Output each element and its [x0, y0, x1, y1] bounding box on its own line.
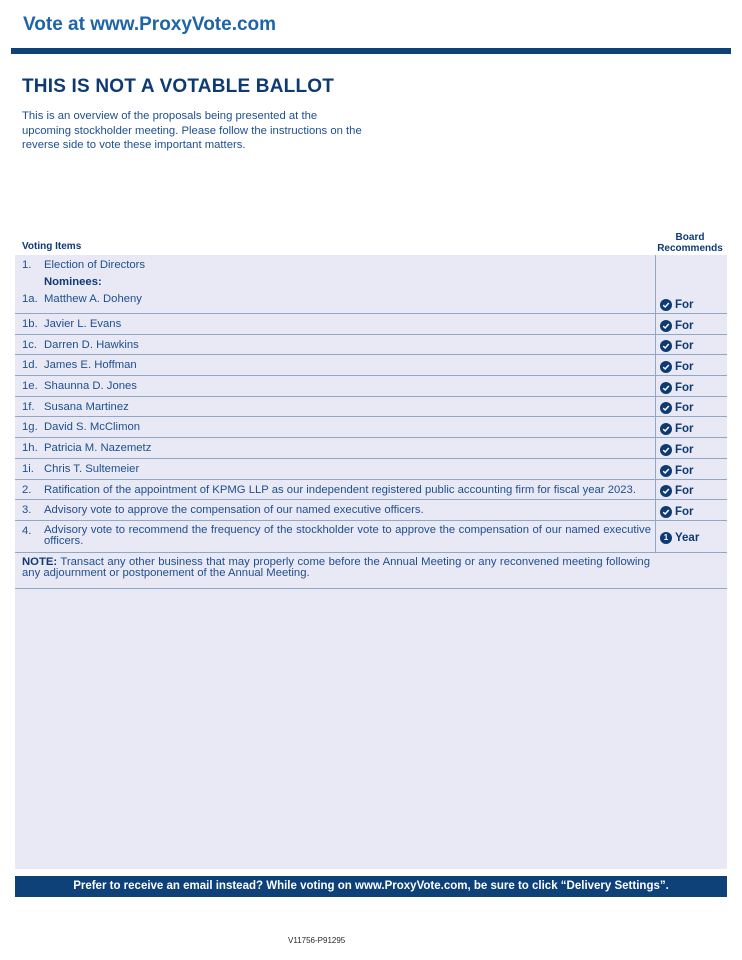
- nominee-row: [15, 355, 727, 376]
- check-circle-icon: [660, 423, 672, 435]
- check-circle-icon: [660, 402, 672, 414]
- item-number: 1e.: [22, 380, 38, 393]
- nominee-name: Susana Martinez: [44, 400, 129, 413]
- item-number: 1g.: [22, 421, 38, 434]
- check-circle-icon: [660, 361, 672, 373]
- recommendation-badge-number: 1: [663, 532, 669, 542]
- note-paragraph: [15, 553, 727, 589]
- nominee-row: [15, 397, 727, 418]
- item-text: Election of Directors: [44, 259, 146, 271]
- check-circle-icon: [660, 465, 672, 477]
- recommendation: [660, 402, 694, 414]
- item-number: 1h.: [22, 442, 38, 455]
- recommendation: [660, 320, 694, 332]
- recommendation-label: For: [675, 319, 694, 332]
- recommendation-label: For: [675, 402, 694, 415]
- item-election-of-directors: [15, 255, 727, 314]
- proposal-text: Ratification of the appointment of KPMG LLP as our independent registered public accounting firm for fiscal year 2023.: [44, 483, 636, 496]
- nominees-label: Nominees:: [44, 276, 102, 288]
- nominee-row: [15, 438, 727, 459]
- check-circle-icon: [660, 340, 672, 352]
- recommendation-label: For: [675, 299, 694, 311]
- recommendation: [660, 444, 694, 456]
- check-circle-icon: [660, 444, 672, 456]
- recommendation: [660, 485, 694, 497]
- proposal-row: [15, 480, 727, 501]
- recommendation: [660, 423, 694, 435]
- note-text: Transact any other business that may properly come before the Annual Meeting or any reconvened meeting following any adjournment or postponement of the Annual Meeting.: [22, 555, 650, 580]
- check-circle-icon: [660, 485, 672, 497]
- recommendation-label: For: [675, 381, 694, 394]
- check-circle-icon: [660, 506, 672, 518]
- recommendation-label: For: [675, 361, 694, 374]
- nominee-name: Matthew A. Doheny: [44, 293, 142, 305]
- recommendation: [660, 465, 694, 477]
- voting-items-header: Voting Items: [22, 241, 82, 252]
- nominee-row: [15, 459, 727, 480]
- recommendation: [660, 532, 699, 544]
- nominee-name: Patricia M. Nazemetz: [44, 442, 152, 455]
- proxyvote-link[interactable]: Vote at www.ProxyVote.com: [23, 14, 277, 35]
- header-divider: [11, 48, 731, 54]
- nominee-row: [15, 314, 727, 335]
- check-circle-icon: [660, 299, 672, 311]
- board-recommends-header: [650, 232, 730, 254]
- recommendation: [660, 361, 694, 373]
- note-label: NOTE:: [22, 555, 58, 568]
- recommendation: [660, 382, 694, 394]
- delivery-settings-banner: Prefer to receive an email instead? While voting on www.ProxyVote.com, be sure to click “Delivery Settings”.: [15, 876, 727, 897]
- nominee-name: David S. McClimon: [44, 421, 141, 434]
- board-header-line1: Board: [675, 232, 705, 243]
- document-code: V11756-P91295: [288, 936, 346, 945]
- item-number: 4.: [22, 524, 32, 537]
- voting-items-list: [15, 255, 727, 589]
- recommendation-label: For: [675, 485, 694, 498]
- item-number: 1f.: [22, 400, 35, 413]
- recommendation-label: For: [675, 505, 694, 518]
- check-circle-icon: [660, 382, 672, 394]
- page-title: THIS IS NOT A VOTABLE BALLOT: [22, 76, 335, 97]
- recommendation-label: Year: [675, 531, 700, 544]
- nominee-row: [15, 335, 727, 356]
- item-number: 1c.: [22, 338, 38, 351]
- nominee-name: Javier L. Evans: [44, 318, 122, 330]
- proposal-text: Advisory vote to approve the compensation of our named executive officers.: [44, 504, 424, 517]
- recommendation: [660, 506, 694, 518]
- recommendation-label: For: [675, 340, 694, 353]
- item-number: 1b.: [22, 318, 38, 330]
- nominee-name: Darren D. Hawkins: [44, 338, 139, 351]
- intro-text: This is an overview of the proposals being presented at the upcoming stockholder meeting. Please follow the instructions on the reverse side to vote these important matters.: [22, 110, 362, 151]
- nominee-row: [15, 417, 727, 438]
- nominee-name: Shaunna D. Jones: [44, 380, 137, 393]
- recommendation-label: For: [675, 423, 694, 436]
- recommendation: [660, 299, 694, 311]
- proposal-text: Advisory vote to recommend the frequency of the stockholder vote to approve the compensation of our named executive officers.: [44, 523, 651, 547]
- recommendation-label: For: [675, 464, 694, 477]
- nominee-row: [15, 376, 727, 397]
- recommendation-label: For: [675, 443, 694, 456]
- proposal-row: [15, 500, 727, 521]
- item-number: 3.: [22, 504, 32, 517]
- check-circle-icon: [660, 320, 672, 332]
- item-number: 1d.: [22, 359, 38, 372]
- proposal-row: [15, 521, 727, 553]
- item-number: 2.: [22, 483, 32, 496]
- nominee-name: Chris T. Sultemeier: [44, 462, 140, 475]
- item-number: 1a.: [22, 293, 38, 305]
- nominee-name: James E. Hoffman: [44, 359, 137, 372]
- number-one-circle-icon: [660, 532, 672, 544]
- board-header-line2: Recommends: [657, 243, 723, 254]
- item-number: 1i.: [22, 462, 34, 475]
- item-number: 1.: [22, 259, 32, 271]
- recommendation: [660, 340, 694, 352]
